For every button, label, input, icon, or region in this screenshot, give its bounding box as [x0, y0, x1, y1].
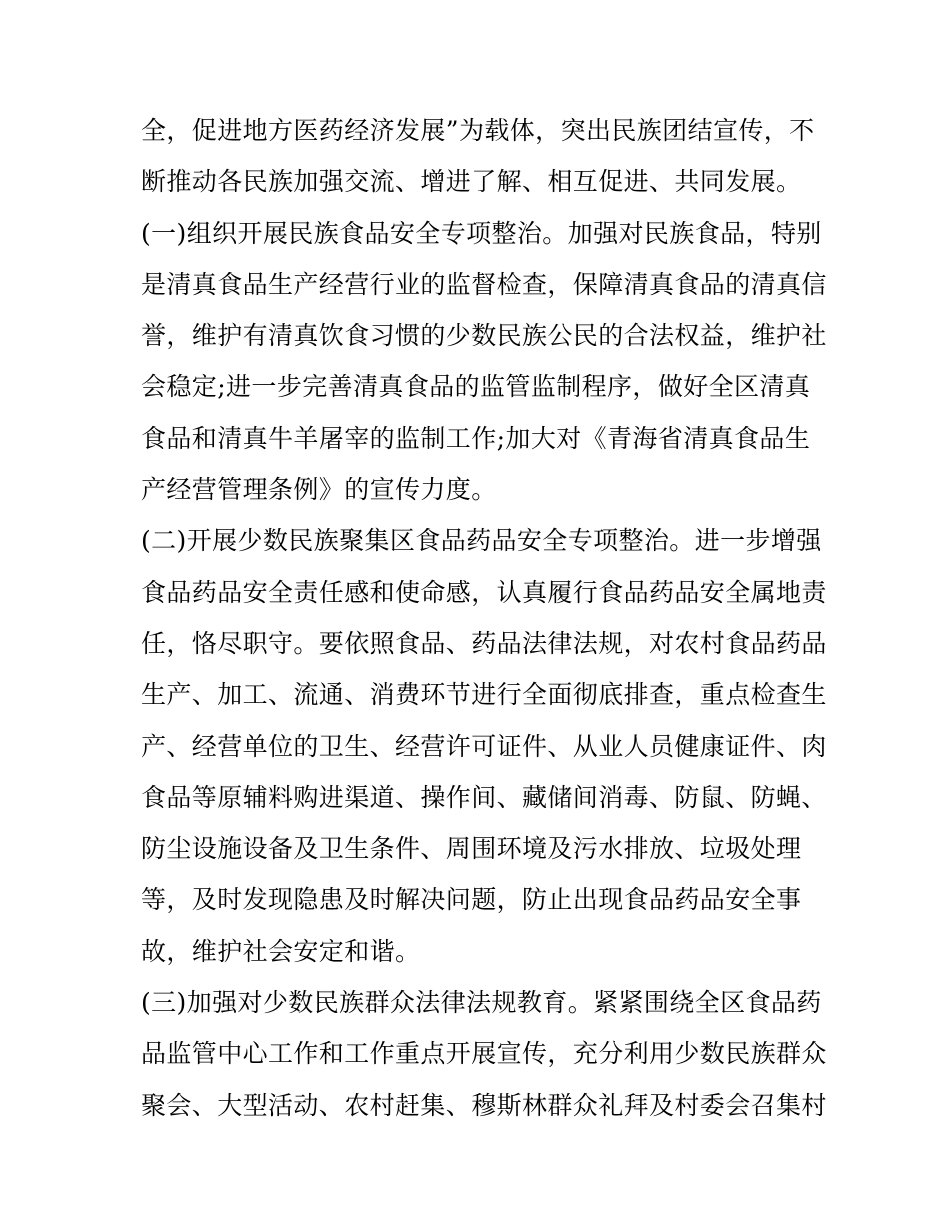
text-line: 生产、加工、流通、消费环节进行全面彻底排查，重点检查生: [141, 680, 827, 710]
body-text: [141, 105, 827, 1131]
section-1-heading-line: (一)组织开展民族食品安全专项整治。加强对民族食品，特别: [141, 218, 822, 248]
text-line: 故，维护社会安定和谐。: [141, 936, 421, 966]
text-line: 断推动各民族加强交流、增进了解、相互促进、共同发展。: [141, 167, 802, 197]
text-line: 是清真食品生产经营行业的监督检查，保障清真食品的清真信: [141, 269, 827, 299]
text-line: 产、经营单位的卫生、经营许可证件、从业人员健康证件、肉: [141, 731, 827, 761]
text-line: 食品等原辅料购进渠道、操作间、藏储间消毒、防鼠、防蝇、: [141, 782, 827, 812]
text-line: 会稳定;进一步完善清真食品的监管监制程序，做好全区清真: [141, 372, 811, 402]
text-line: 食品药品安全责任感和使命感，认真履行食品药品安全属地责: [141, 577, 827, 607]
text-line: 品监管中心工作和工作重点开展宣传，充分利用少数民族群众: [141, 1039, 827, 1069]
text-line: 等，及时发现隐患及时解决问题，防止出现食品药品安全事: [141, 885, 802, 915]
text-line: 防尘设施设备及卫生条件、周围环境及污水排放、垃圾处理: [141, 834, 802, 864]
section-3-heading-line: (三)加强对少数民族群众法律法规教育。紧紧围绕全区食品药: [141, 988, 822, 1018]
text-line: 产经营管理条例》的宣传力度。: [141, 475, 497, 505]
text-line: 全，促进地方医药经济发展”为载体，突出民族团结宣传，不: [141, 116, 815, 145]
text-line: 任，恪尽职守。要依照食品、药品法律法规，对农村食品药品: [141, 628, 827, 658]
text-line: 誉，维护有清真饮食习惯的少数民族公民的合法权益，维护社: [141, 321, 827, 351]
section-2-heading-line: (二)开展少数民族聚集区食品药品安全专项整治。进一步增强: [141, 526, 822, 556]
text-line: 聚会、大型活动、农村赶集、穆斯林群众礼拜及村委会召集村: [141, 1090, 827, 1120]
text-line: 食品和清真牛羊屠宰的监制工作;加大对《青海省清真食品生: [141, 423, 811, 453]
